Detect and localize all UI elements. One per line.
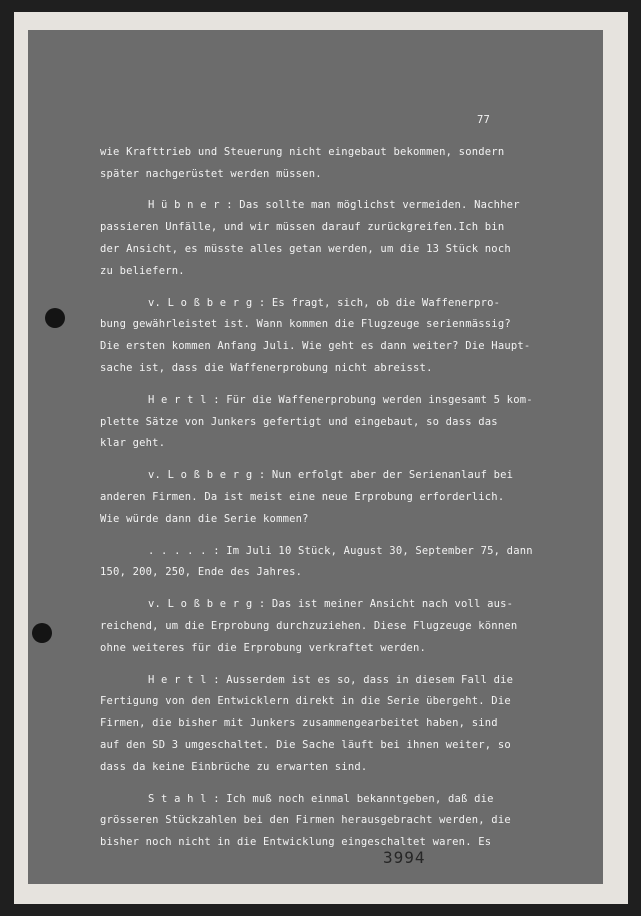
text-line: sache ist, dass die Waffenerprobung nicht abreisst. — [100, 361, 433, 374]
text-line: Firmen, die bisher mit Junkers zusammengearbeitet haben, sind — [100, 717, 498, 730]
text-line: Die ersten kommen Anfang Juli. Wie geht es dann weiter? Die Haupt- — [100, 340, 531, 353]
text-line: bisher noch nicht in die Entwicklung eingeschaltet waren. Es — [100, 836, 492, 849]
text-line: S t a h l : Ich muß noch einmal bekanntgeben, daß die — [148, 792, 494, 805]
text-line: grösseren Stückzahlen bei den Firmen herausgebracht werden, die — [100, 814, 511, 827]
text-line: dass da keine Einbrüche zu erwarten sind. — [100, 760, 368, 773]
footer-number: 3994 — [383, 848, 426, 867]
text-line: H ü b n e r : Das sollte man möglichst vermeiden. Nachher — [148, 199, 520, 212]
punch-hole-icon — [32, 623, 52, 643]
text-line: H e r t l : Ausserdem ist es so, dass in diesem Fall die — [148, 673, 514, 686]
text-line: auf den SD 3 umgeschaltet. Die Sache läuft bei ihnen weiter, so — [100, 738, 511, 751]
text-line: später nachgerüstet werden müssen. — [100, 167, 322, 180]
text-line: v. L o ß b e r g : Nun erfolgt aber der Serienanlauf bei — [148, 469, 514, 482]
text-line: klar geht. — [100, 437, 166, 450]
document-body — [100, 110, 570, 854]
text-line: v. L o ß b e r g : Das ist meiner Ansicht nach voll aus- — [148, 598, 514, 611]
text-line: H e r t l : Für die Waffenerprobung werden insgesamt 5 kom- — [148, 393, 533, 406]
text-lines — [100, 142, 570, 854]
text-line: Wie würde dann die Serie kommen? — [100, 512, 309, 525]
text-line: Fertigung von den Entwicklern direkt in die Serie übergeht. Die — [100, 695, 511, 708]
text-line: plette Sätze von Junkers gefertigt und eingebaut, so dass das — [100, 415, 498, 428]
text-line: 150, 200, 250, Ende des Jahres. — [100, 566, 303, 579]
text-line: zu beliefern. — [100, 264, 185, 277]
punch-hole-icon — [45, 308, 65, 328]
page-number: 77 — [476, 114, 490, 126]
text-line: der Ansicht, es müsste alles getan werden, um die 13 Stück noch — [100, 242, 511, 255]
text-line: wie Krafttrieb und Steuerung nicht eingebaut bekommen, sondern — [100, 145, 505, 158]
text-line: . . . . . : Im Juli 10 Stück, August 30, September 75, dann — [148, 544, 533, 557]
text-line: passieren Unfälle, und wir müssen darauf zurückgreifen.Ich bin — [100, 221, 505, 234]
text-line: reichend, um die Erprobung durchzuziehen. Diese Flugzeuge können — [100, 619, 518, 632]
text-line: v. L o ß b e r g : Es fragt, sich, ob die Waffenerpro- — [148, 296, 501, 309]
text-line: anderen Firmen. Da ist meist eine neue Erprobung erforderlich. — [100, 490, 505, 503]
text-line: ohne weiteres für die Erprobung verkraftet werden. — [100, 641, 427, 654]
text-line: bung gewährleistet ist. Wann kommen die Flugzeuge serienmässig? — [100, 318, 511, 331]
